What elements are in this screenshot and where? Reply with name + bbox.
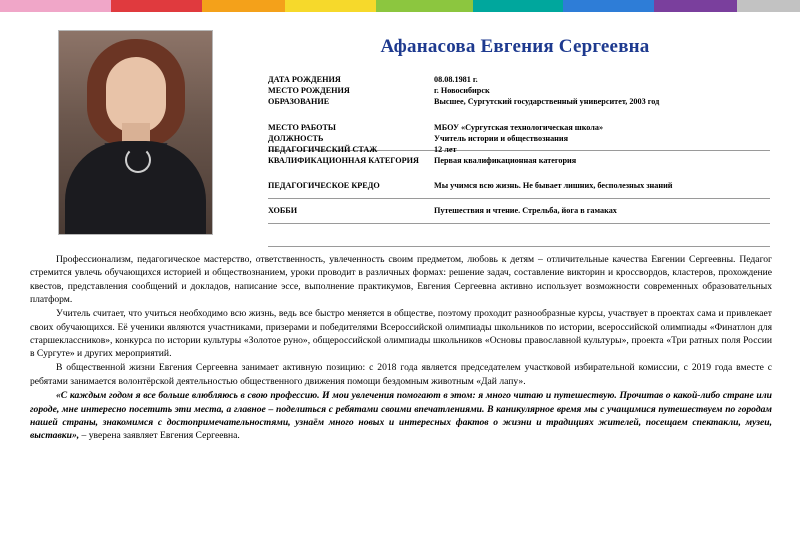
info-key: МЕСТО РОЖДЕНИЯ bbox=[268, 86, 350, 96]
header-section bbox=[0, 22, 800, 234]
info-key: КВАЛИФИКАЦИОННАЯ КАТЕГОРИЯ bbox=[268, 156, 419, 166]
info-row bbox=[268, 133, 770, 144]
info-key: ДОЛЖНОСТЬ bbox=[268, 134, 324, 144]
info-value: г. Новосибирск bbox=[434, 86, 490, 96]
info-row bbox=[268, 155, 770, 166]
body-text bbox=[30, 253, 772, 443]
page-title: Афанасова Евгения Сергеевна bbox=[380, 36, 650, 57]
teacher-photo bbox=[58, 30, 213, 235]
info-value: Первая квалификационная категория bbox=[434, 156, 577, 166]
divider bbox=[268, 198, 770, 199]
paragraph-professionalism: Профессионализм, педагогическое мастерство, ответственность, увлеченность своим предметом, любовь к детям – отличительные качества Евгении Сергеевны. Педагог стремится увлечь обучающихся историей и обществознанием, уроки проводит в различных формах: решение задач, составление викторин и кроссвордов, кластеров, прохождение квестов, представления сообщений и докладов, написание эссе, выполнение практикумов, Евгения Сергеевна активно использует возможности современных образовательных платформ. bbox=[30, 254, 772, 306]
divider bbox=[268, 223, 770, 224]
paragraph-public-life: В общественной жизни Евгения Сергеевна занимает активную позицию: с 2018 года является председателем участковой избирательной комиссии, с 2019 года вместе с ребятами занимается волонтёрской деятельностью общественного движения помощи бездомным животным «Дай лапу». bbox=[30, 362, 772, 387]
info-value: МБОУ «Сургутская технологическая школа» bbox=[434, 123, 604, 132]
info-value: Мы учимся всю жизнь. Не бывает лишних, бесполезных знаний bbox=[434, 181, 673, 190]
paragraph-quote bbox=[30, 389, 772, 443]
info-group-personal bbox=[268, 74, 770, 107]
info-value: Путешествия и чтение. Стрельба, йога в гамаках bbox=[434, 206, 617, 215]
quote-attribution: – уверена заявляет Евгения Сергеевна. bbox=[79, 430, 240, 442]
divider bbox=[268, 246, 770, 247]
quote-text: «С каждым годом я все больше влюбляюсь в свою профессию. И мои увлечения помогают в этом: я много читаю и путешествую. Прочитав о какой-либо стране или городе, мне интересно посетить эти места, а главное – поделиться с ребятами своими впечатлениями. В каникулярное время мы с учащимися путешествуем по городам нашей страны, знакомимся с достопримечательностями, узнаём много новых и интересных фактов о жизни и традициях жителей, посещаем спектакли, музеи, выставки», bbox=[30, 390, 772, 442]
info-row bbox=[268, 180, 770, 191]
info-value: Учитель истории и обществознания bbox=[434, 134, 569, 144]
info-key: ПЕДАГОГИЧЕСКИЙ СТАЖ bbox=[268, 145, 378, 155]
info-key: МЕСТО РАБОТЫ bbox=[268, 123, 336, 132]
info-row bbox=[268, 144, 770, 155]
info-value: 08.08.1981 г. bbox=[434, 75, 478, 84]
info-key: ОБРАЗОВАНИЕ bbox=[268, 97, 330, 107]
info-key: ДАТА РОЖДЕНИЯ bbox=[268, 75, 341, 84]
portrait-illustration bbox=[59, 31, 212, 234]
info-value: 12 лет bbox=[434, 145, 457, 155]
info-row bbox=[268, 85, 770, 96]
info-row bbox=[268, 96, 770, 107]
color-bar bbox=[0, 0, 800, 12]
info-group-work bbox=[268, 122, 770, 166]
info-group-credo bbox=[268, 180, 770, 191]
info-group-hobby bbox=[268, 205, 770, 216]
info-key: ХОББИ bbox=[268, 206, 298, 215]
info-row bbox=[268, 205, 770, 216]
info-row bbox=[268, 122, 770, 133]
info-value: Высшее, Сургутский государственный университет, 2003 год bbox=[434, 97, 660, 107]
info-key: ПЕДАГОГИЧЕСКОЕ КРЕДО bbox=[268, 181, 380, 190]
paragraph-lifelong-learning: Учитель считает, что учиться необходимо всю жизнь, ведь все быстро меняется в обществе, поэтому проходит разнообразные курсы, участвует в проектах сама и привлекает своих обучающихся. Её ученики являются участниками, призерами и победителями Всероссийской олимпиады школьников по истории, всероссийской олимпиады «Финатлон для старшеклассников», конкурса по истории культуры «Золотое руно», общероссийской олимпиады школьников «Основы православной культуры», проекта «Три ратных поля России в Сургуте» и других мероприятий. bbox=[30, 308, 772, 360]
info-row bbox=[268, 74, 770, 85]
